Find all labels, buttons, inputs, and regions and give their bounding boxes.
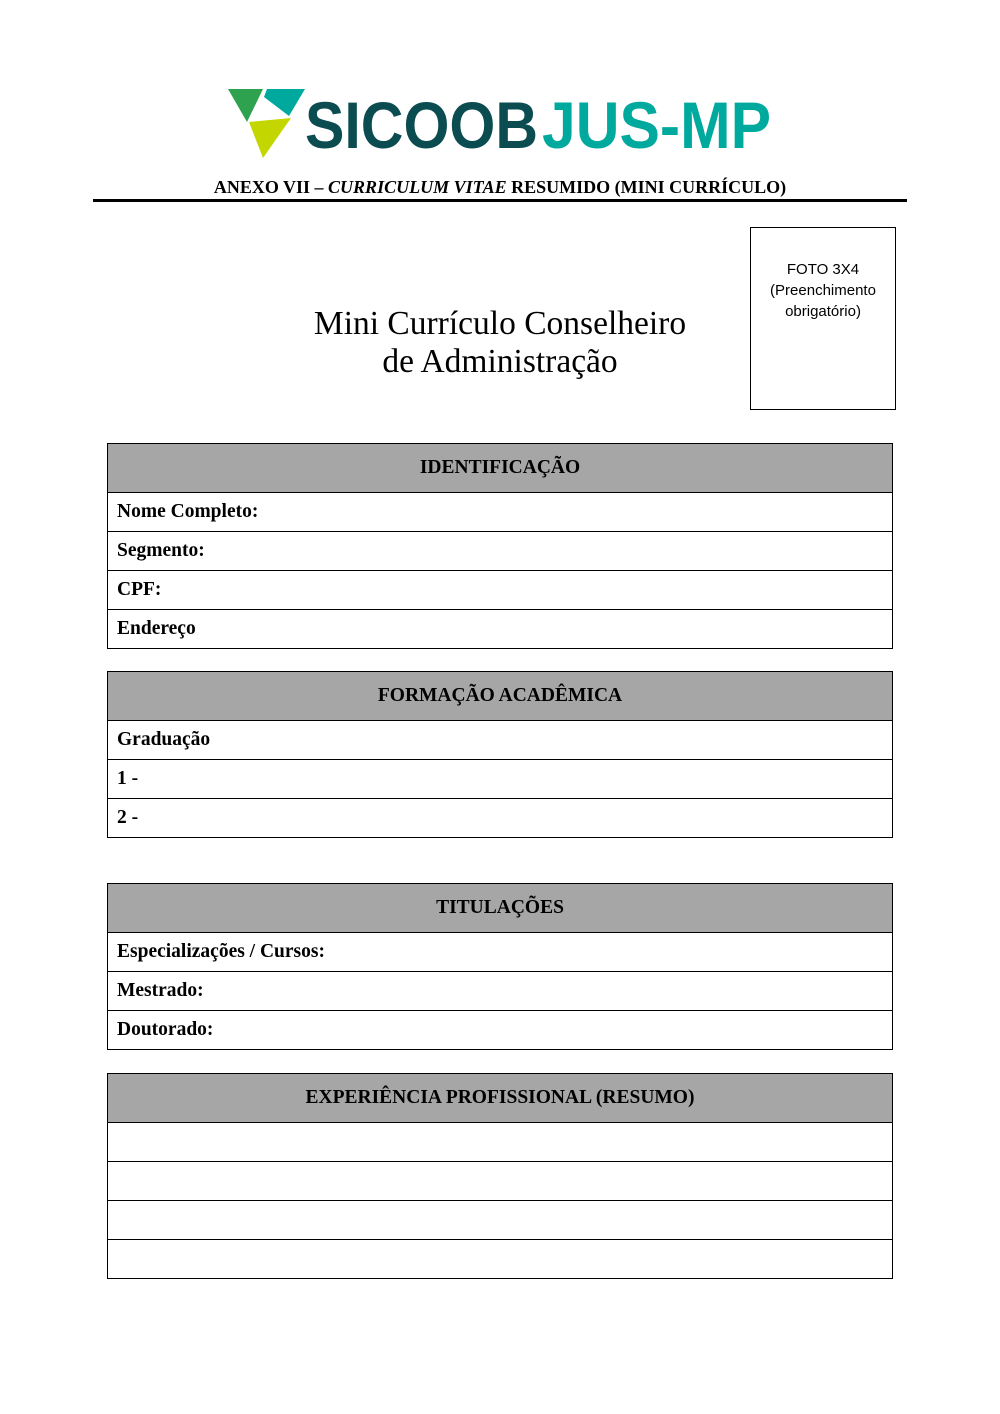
logo-text-sicoob: SICOOB [305, 88, 538, 162]
academic-header: FORMAÇÃO ACADÊMICA [108, 672, 892, 720]
graduation-row: Graduação [108, 720, 892, 759]
masters-row: Mestrado: [108, 971, 892, 1010]
page-title-line1: Mini Currículo Conselheiro [313, 305, 687, 342]
experience-blank-row [108, 1122, 892, 1161]
annex-suffix: RESUMIDO (MINI CURRÍCULO) [511, 177, 787, 197]
experience-blank-row [108, 1161, 892, 1200]
segment-row: Segmento: [108, 531, 892, 570]
experience-blank-row [108, 1200, 892, 1239]
specializations-row: Especializações / Cursos: [108, 932, 892, 971]
full-name-row: Nome Completo: [108, 492, 892, 531]
address-row: Endereço [108, 609, 892, 648]
titles-header: TITULAÇÕES [108, 884, 892, 932]
photo-box-note-line1: (Preenchimento [770, 282, 876, 299]
cpf-row: CPF: [108, 570, 892, 609]
page-title-line2: de Administração [382, 343, 618, 380]
annex-prefix: ANEXO VII – [213, 177, 324, 197]
titles-table [107, 883, 893, 1050]
graduation-item-1-row: 1 - [108, 759, 892, 798]
doctorate-row: Doutorado: [108, 1010, 892, 1049]
photo-box-label: FOTO 3X4 [786, 261, 860, 278]
annex-italic: CURRICULUM VITAE [328, 177, 507, 197]
identification-header: IDENTIFICAÇÃO [108, 444, 892, 492]
sicoob-jus-mp-logo [0, 0, 1000, 170]
experience-table [107, 1073, 893, 1279]
logo-text-jus-mp: JUS-MP [542, 88, 771, 162]
annex-heading [0, 176, 1000, 198]
heading-divider [93, 199, 907, 202]
identification-table [107, 443, 893, 649]
page-title [0, 305, 1000, 381]
experience-blank-row [108, 1239, 892, 1278]
graduation-item-2-row: 2 - [108, 798, 892, 837]
photo-box-note-line2: obrigatório) [785, 303, 861, 320]
academic-table [107, 671, 893, 838]
experience-header: EXPERIÊNCIA PROFISSIONAL (RESUMO) [108, 1074, 892, 1122]
logo-mark-icon [228, 89, 305, 158]
